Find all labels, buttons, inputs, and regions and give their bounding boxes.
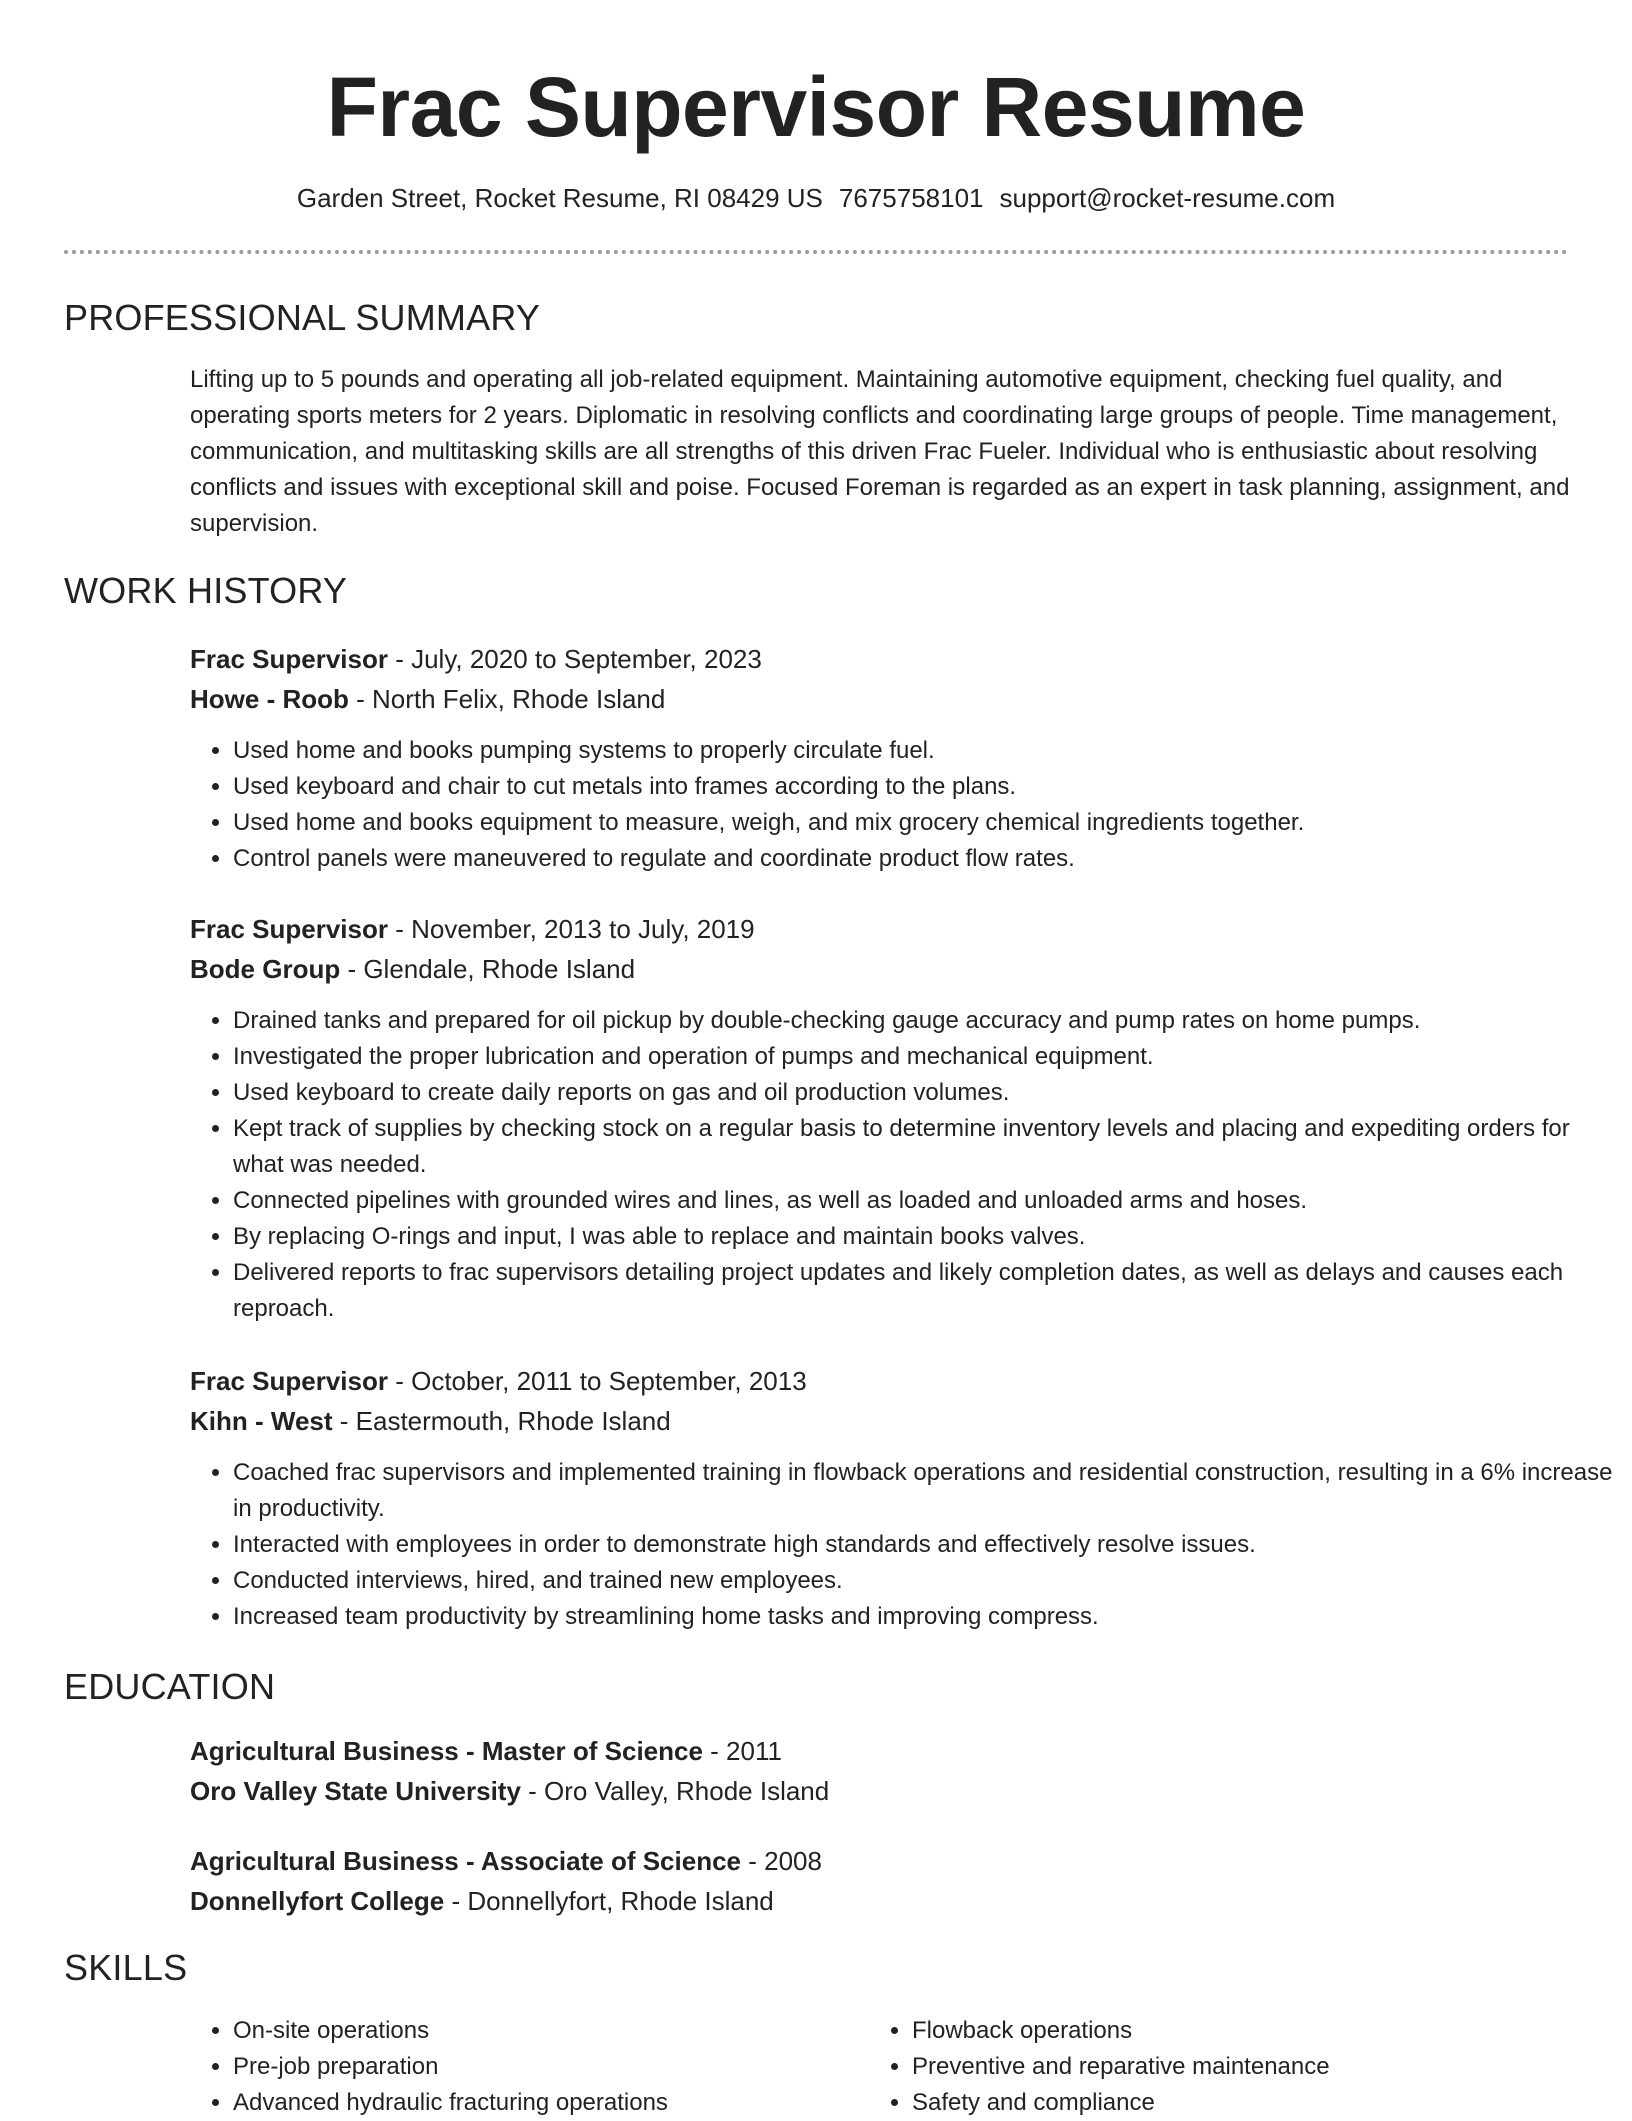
- education-degree: Agricultural Business - Master of Science: [190, 1736, 703, 1766]
- job-title: Frac Supervisor: [190, 914, 388, 944]
- contact-email: support@rocket-resume.com: [999, 183, 1336, 213]
- education-degree-line: [190, 1733, 782, 1769]
- list-item: • Drained tanks and prepared for oil pickup by double-checking gauge accuracy and pump rates on home pumps.: [233, 1003, 1613, 1039]
- skill-item: • Safety and compliance: [912, 2085, 1612, 2121]
- education-school: Donnellyfort College: [190, 1886, 445, 1916]
- skills-heading: SKILLS: [64, 1947, 188, 1988]
- list-item: • Used keyboard and chair to cut metals into frames according to the plans.: [233, 769, 1613, 805]
- list-item: • By replacing O-rings and input, I was able to replace and maintain books valves.: [233, 1219, 1613, 1255]
- resume-title: Frac Supervisor Resume: [326, 60, 1306, 154]
- summary-text: Lifting up to 5 pounds and operating all job-related equipment. Maintaining automotive equipment, checking fuel quality, and operating sports meters for 2 years. Diplomatic in resolving conflicts and coordinating large groups of people. Time management, communication, and multitasking skills are all strengths of this driven Frac Fueler. Individual who is enthusiastic about resolving conflicts and issues with exceptional skill and poise. Focused Foreman is regarded as an expert in task planning, assignment, and supervision.: [190, 366, 1570, 537]
- education-year: - 2011: [702, 1736, 782, 1766]
- job-bullets: [190, 1003, 1613, 1327]
- job-dates: - July, 2020 to September, 2023: [387, 644, 762, 674]
- job-company: Bode Group: [190, 954, 341, 984]
- job-company: Kihn - West: [190, 1406, 333, 1436]
- job-company-line: [190, 951, 635, 987]
- job-title-line: [190, 641, 762, 677]
- list-item: • Coached frac supervisors and implemented training in flowback operations and residential construction, resulting in a 6% increase in productivity.: [233, 1455, 1613, 1527]
- list-item: • Increased team productivity by streamlining home tasks and improving compress.: [233, 1599, 1613, 1635]
- contact-info: [0, 180, 1632, 216]
- job-location: - Glendale, Rhode Island: [340, 954, 636, 984]
- skills-list-right: [869, 2013, 1612, 2121]
- skill-item: • Pre-job preparation: [233, 2049, 853, 2085]
- education-location: - Donnellyfort, Rhode Island: [444, 1886, 774, 1916]
- list-item: • Conducted interviews, hired, and trained new employees.: [233, 1563, 1613, 1599]
- education-location: - Oro Valley, Rhode Island: [520, 1776, 830, 1806]
- list-item: • Control panels were maneuvered to regulate and coordinate product flow rates.: [233, 841, 1613, 877]
- education-heading: EDUCATION: [64, 1666, 276, 1707]
- skill-item: • On-site operations: [233, 2013, 853, 2049]
- contact-phone: 7675758101: [838, 183, 984, 213]
- education-school: Oro Valley State University: [190, 1776, 521, 1806]
- list-item: • Used home and books equipment to measure, weigh, and mix grocery chemical ingredients together.: [233, 805, 1613, 841]
- list-item: • Kept track of supplies by checking stock on a regular basis to determine inventory levels and placing and expediting orders for what was needed.: [233, 1111, 1613, 1183]
- job-dates: - October, 2011 to September, 2013: [387, 1366, 807, 1396]
- skill-item: • Flowback operations: [912, 2013, 1612, 2049]
- header-divider: [64, 250, 1568, 254]
- job-company-line: [190, 1403, 671, 1439]
- list-item: • Used home and books pumping systems to properly circulate fuel.: [233, 733, 1613, 769]
- contact-address: Garden Street, Rocket Resume, RI 08429 US: [296, 183, 823, 213]
- job-title-line: [190, 1363, 807, 1399]
- skills-list-left: [190, 2013, 853, 2121]
- list-item: • Delivered reports to frac supervisors detailing project updates and likely completion dates, as well as delays and causes each reproach.: [233, 1255, 1613, 1327]
- education-school-line: [190, 1883, 774, 1919]
- summary-heading: PROFESSIONAL SUMMARY: [64, 297, 541, 338]
- job-location: - North Felix, Rhode Island: [348, 684, 666, 714]
- list-item: • Connected pipelines with grounded wires and lines, as well as loaded and unloaded arms and hoses.: [233, 1183, 1613, 1219]
- skill-item: • Advanced hydraulic fracturing operations: [233, 2085, 853, 2121]
- job-company-line: [190, 681, 665, 717]
- job-bullets: [190, 1455, 1613, 1635]
- list-item: • Investigated the proper lubrication and operation of pumps and mechanical equipment.: [233, 1039, 1613, 1075]
- education-year: - 2008: [741, 1846, 822, 1876]
- job-bullets: [190, 733, 1613, 877]
- list-item: • Interacted with employees in order to demonstrate high standards and effectively resolve issues.: [233, 1527, 1613, 1563]
- job-dates: - November, 2013 to July, 2019: [387, 914, 755, 944]
- job-location: - Eastermouth, Rhode Island: [332, 1406, 671, 1436]
- job-title-line: [190, 911, 755, 947]
- skill-item: • Preventive and reparative maintenance: [912, 2049, 1612, 2085]
- job-title: Frac Supervisor: [190, 1366, 388, 1396]
- work-history-heading: WORK HISTORY: [64, 570, 348, 611]
- job-title: Frac Supervisor: [190, 644, 388, 674]
- job-company: Howe - Roob: [190, 684, 349, 714]
- list-item: • Used keyboard to create daily reports on gas and oil production volumes.: [233, 1075, 1613, 1111]
- education-school-line: [190, 1773, 829, 1809]
- education-degree: Agricultural Business - Associate of Science: [190, 1846, 741, 1876]
- education-degree-line: [190, 1843, 822, 1879]
